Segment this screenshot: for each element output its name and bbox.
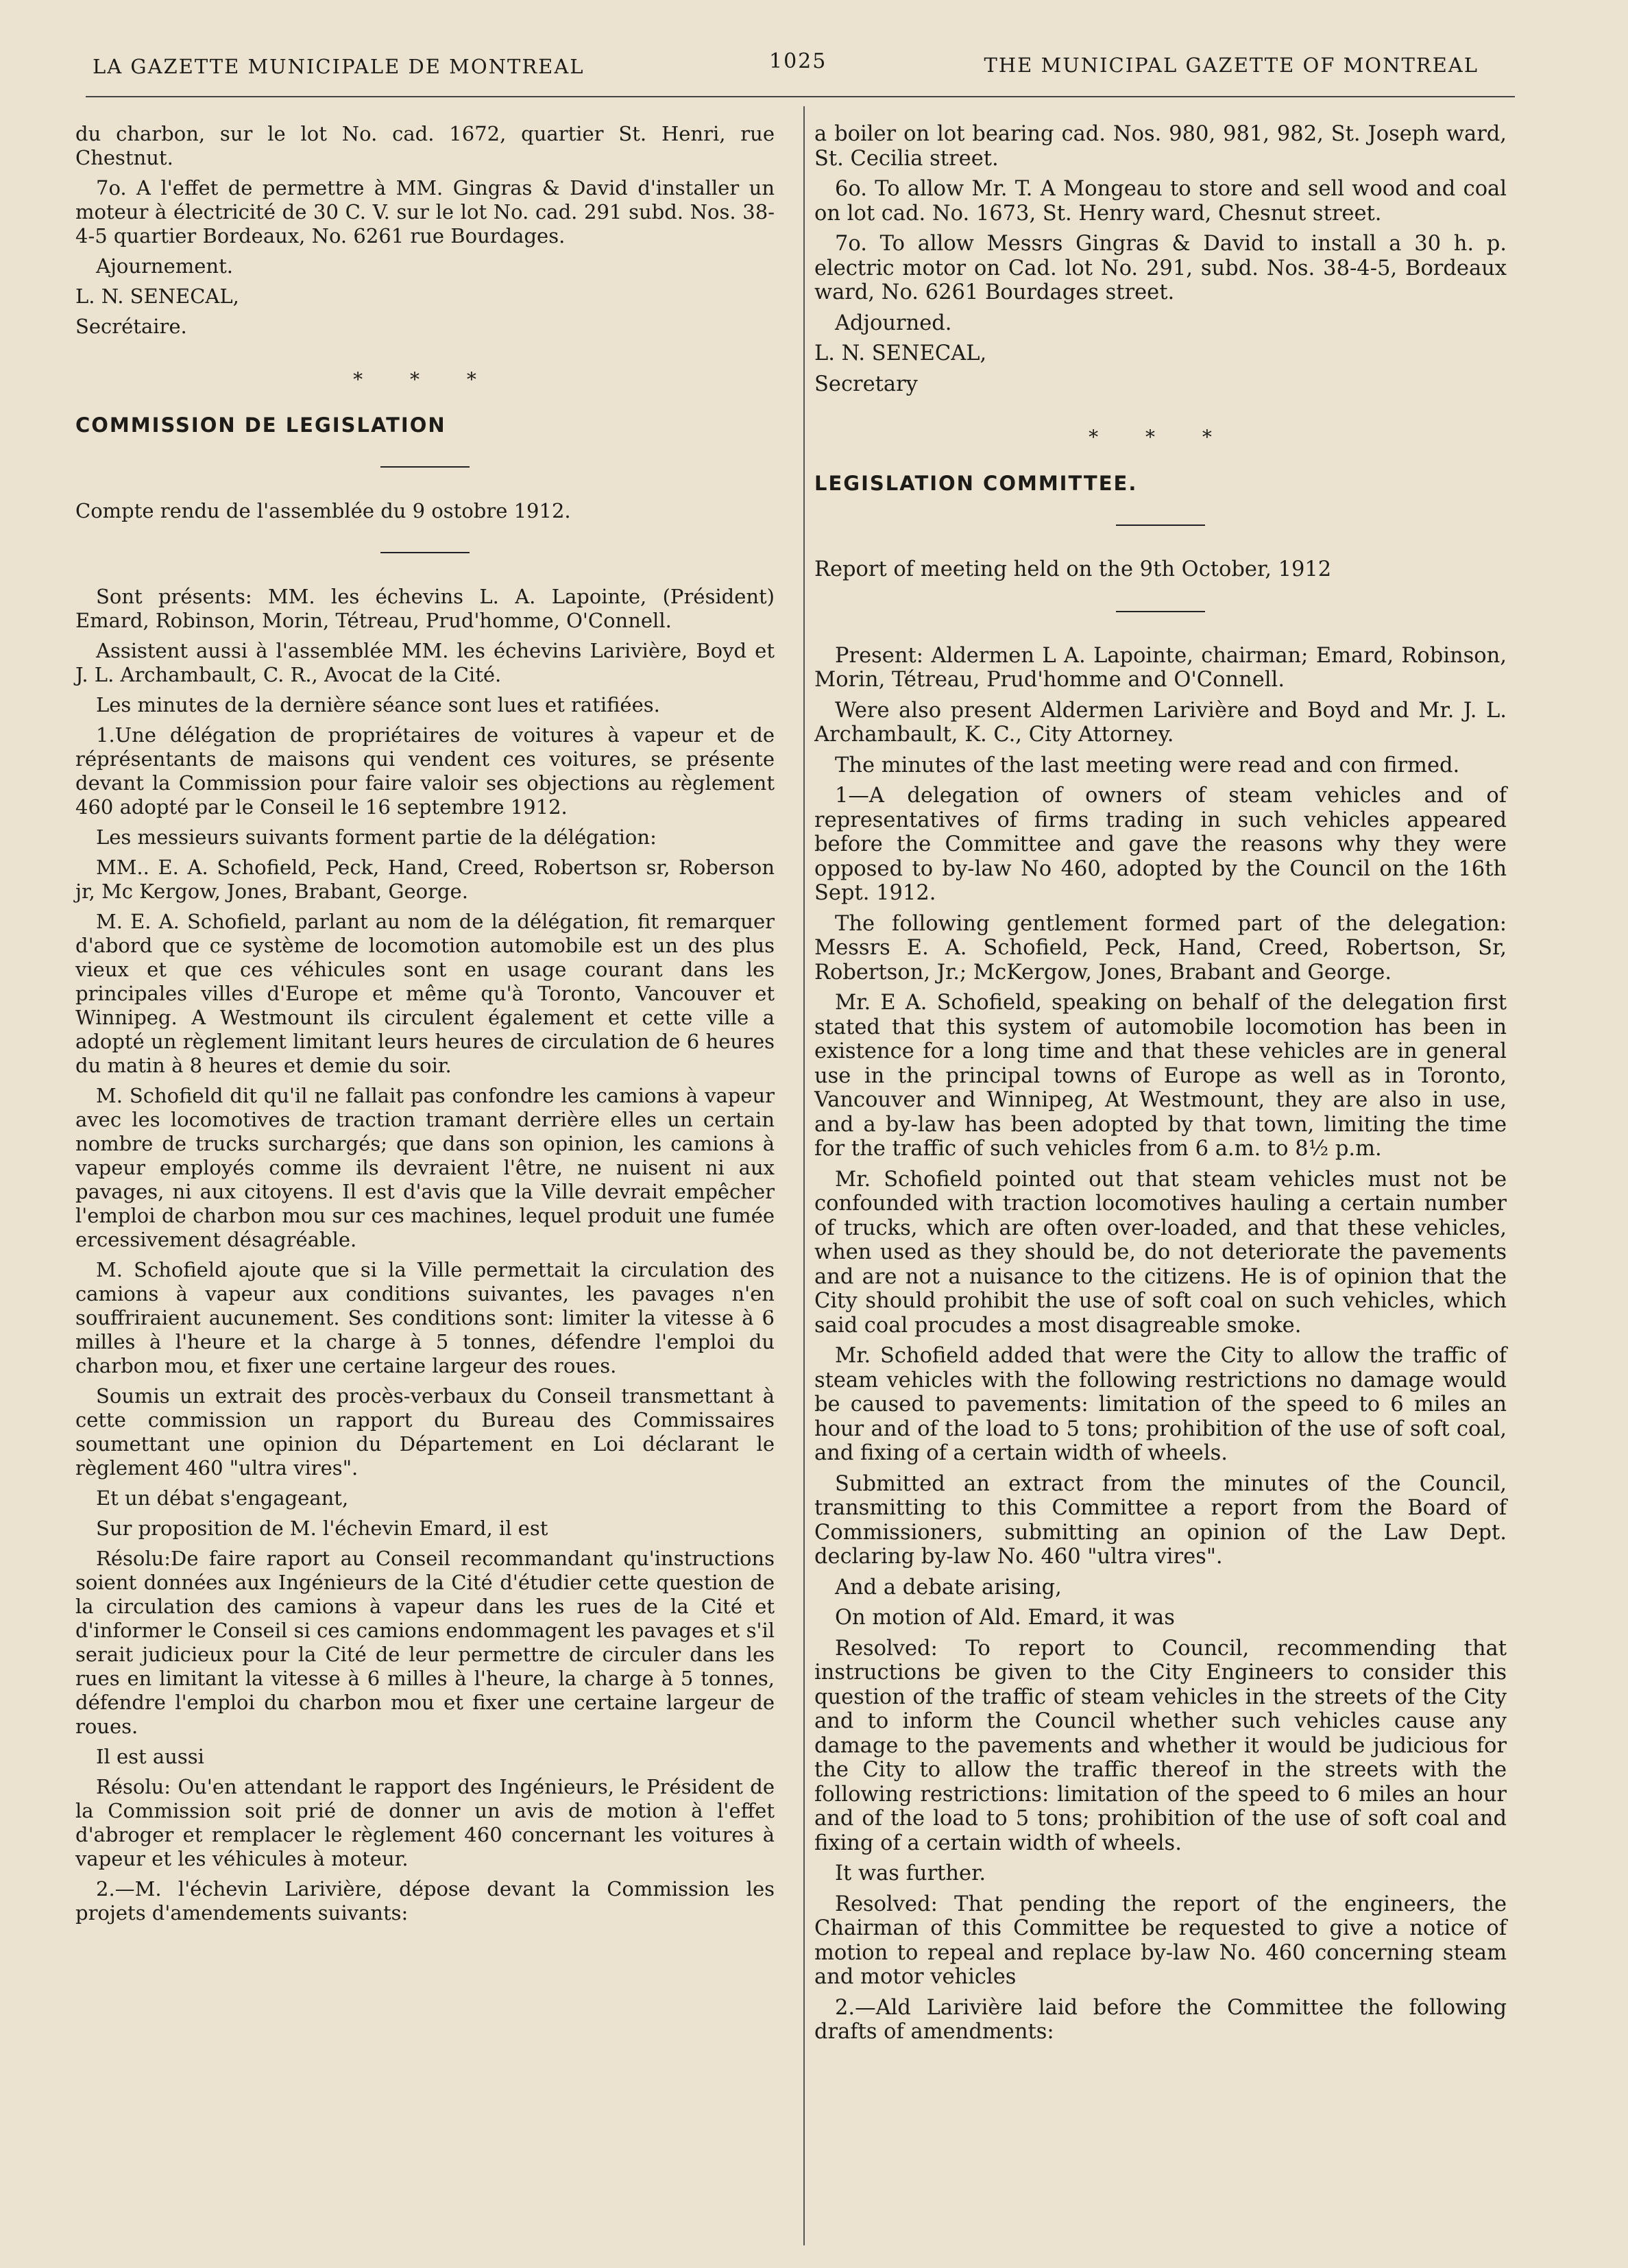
- header-rule: [86, 96, 1515, 97]
- body-paragraph: Resolved: To report to Council, recommending that instructions be given to the City Engineers to consider this question of the traffic of steam vehicles in the streets of the City and to inform the Council whether such vehicles cause any damage to the pavements and whether it would be judicious for the City to allow the traffic thereof in the streets with the following restrictions: limitation of the speed to 6 miles an hour and of the load to 5 tons; prohibition of the use of soft coal and fixing of a certain width of wheels.: [814, 1636, 1507, 1855]
- body-paragraph: M. E. A. Schofield, parlant au nom de la délégation, fit remarquer d'abord que ce système de locomotion automobile est un des plus vieux et que ces véhicules sont en usage courant dans les principales villes d'Europe et même qu'à Toronto, Vancouver et Winnipeg. A Westmount ils circulent également et cette ville a adopté un règlement limitant leurs heures de circulation de 6 heures du matin à 8 heures et demie du soir.: [75, 910, 775, 1077]
- intro-paragraph: Ajournement.: [96, 254, 233, 278]
- meeting-subtitle: Compte rendu de l'assemblée du 9 ostobre 1912.: [75, 499, 571, 522]
- body-paragraph: Il est aussi: [96, 1745, 204, 1768]
- section-separator-stars: * * *: [1089, 426, 1232, 448]
- body-paragraph: Mr. Schofield added that were the City to allow the traffic of steam vehicles with the following restrictions no damage would be caused to pavements: limitation of the speed to 6 miles an hour and of the load to 5 tons; prohibition of the use of soft coal, and fixing of a certain width of wheels.: [814, 1344, 1507, 1465]
- signature-title: Secretary: [814, 372, 918, 396]
- body-paragraph: Assistent aussi à l'assemblée MM. les échevins Larivière, Boyd et J. L. Archambault, C. R., Avocat de la Cité.: [75, 639, 775, 686]
- section-separator-stars: * * *: [353, 368, 497, 391]
- body-paragraph: Sur proposition de M. l'échevin Emard, il est: [96, 1517, 548, 1540]
- intro-paragraph: du charbon, sur le lot No. cad. 1672, quartier St. Henri, rue Chestnut.: [75, 122, 775, 169]
- body-paragraph: Mr. Schofield pointed out that steam vehicles must not be confounded with traction locomotives hauling a certain number of trucks, which are often over-loaded, and that these vehicles, when used as they should be, do not deteriorate the pavements and are not a nuisance to the citizens. He is of opinion that the City should prohibit the use of soft coal on such vehicles, which said coal procudes a most disagreable smoke.: [814, 1167, 1507, 1338]
- body-paragraph: Submitted an extract from the minutes of the Council, transmitting to this Committee a report from the Board of Commissioners, submitting an opinion of the Law Dept. declaring by-law No. 460 "ultra vires".: [814, 1471, 1507, 1569]
- running-header: [0, 48, 1628, 82]
- body-paragraph: The minutes of the last meeting were read and con firmed.: [835, 753, 1460, 777]
- meeting-subtitle: Report of meeting held on the 9th October, 1912: [814, 557, 1332, 581]
- body-paragraph: Résolu: Ou'en attendant le rapport des Ingénieurs, le Président de la Commission soit prié de donner un avis de motion à l'effet d'abroger et remplacer le règlement 460 concernant les voitures à vapeur et les véhicules à moteur.: [75, 1775, 775, 1870]
- body-paragraph: And a debate arising,: [835, 1575, 1062, 1600]
- column-divider: [803, 106, 805, 2245]
- body-paragraph: MM.. E. A. Schofield, Peck, Hand, Creed, Robertson sr, Roberson jr, Mc Kergow, Jones, Brabant, George.: [75, 856, 775, 903]
- body-paragraph: It was further.: [835, 1861, 986, 1885]
- body-paragraph: Sont présents: MM. les échevins L. A. Lapointe, (Président) Emard, Robinson, Morin, Tétreau, Prud'homme, O'Connell.: [75, 585, 775, 632]
- heading-rule: [380, 466, 470, 468]
- body-paragraph: Soumis un extrait des procès-verbaux du Conseil transmettant à cette commission un rapport du Bureau des Commissaires soumettant une opinion du Département en Loi déclarant le règlement 460 "ultra vires".: [75, 1384, 775, 1480]
- subtitle-rule: [1116, 611, 1205, 612]
- body-paragraph: Present: Aldermen L A. Lapointe, chairman; Emard, Robinson, Morin, Tétreau, Prud'homme and O'Connell.: [814, 643, 1507, 692]
- body-paragraph: Les messieurs suivants forment partie de la délégation:: [96, 825, 657, 849]
- body-paragraph: 1.Une délégation de propriétaires de voitures à vapeur et de réprésentants de maisons qui vendent ces voitures, se présente devant la Commission pour faire valoir ses objections au règlement 460 adopté par le Conseil le 16 septembre 1912.: [75, 723, 775, 819]
- signature-title: Secrétaire.: [75, 315, 187, 338]
- heading-rule: [1116, 524, 1205, 526]
- intro-paragraph: a boiler on lot bearing cad. Nos. 980, 981, 982, St. Joseph ward, St. Cecilia street.: [814, 122, 1507, 171]
- body-paragraph: On motion of Ald. Emard, it was: [835, 1606, 1175, 1630]
- header-title-french: LA GAZETTE MUNICIPALE DE MONTREAL: [93, 55, 585, 78]
- intro-paragraph: 7o. To allow Messrs Gingras & David to install a 30 h. p. electric motor on Cad. lot No. 291, subd. Nos. 38-4-5, Bordeaux ward, No. 6261 Bourdages street.: [814, 232, 1507, 304]
- section-heading: COMMISSION DE LEGISLATION: [75, 413, 446, 437]
- body-paragraph: Et un débat s'engageant,: [96, 1486, 349, 1510]
- body-paragraph: Were also present Aldermen Larivière and Boyd and Mr. J. L. Archambault, K. C., City Attorney.: [814, 698, 1507, 747]
- french-column: [75, 122, 775, 1931]
- body-paragraph: Les minutes de la dernière séance sont lues et ratifiées.: [96, 693, 660, 716]
- body-paragraph: Resolved: That pending the report of the engineers, the Chairman of this Committee be requested to give a notice of motion to repeal and replace by-law No. 460 concerning steam and motor vehicles: [814, 1892, 1507, 1989]
- signature-name: L. N. SENECAL,: [75, 285, 239, 308]
- body-paragraph: 1—A delegation of owners of steam vehicles and of representatives of firms trading in such vehicles appeared before the Committee and gave the reasons why they were opposed to by-law No 460, adopted by the Council on the 16th Sept. 1912.: [814, 784, 1507, 905]
- subtitle-rule: [380, 552, 470, 553]
- page-number: 1025: [769, 49, 827, 73]
- body-paragraph: M. Schofield ajoute que si la Ville permettait la circulation des camions à vapeur aux conditions suivantes, les pavages n'en souffriraient aucunement. Ses conditions sont: limiter la vitesse à 6 milles à l'heure et la charge à 5 tonnes, défendre l'emploi du charbon mou, et fixer une certaine largeur des roues.: [75, 1258, 775, 1377]
- signature-name: L. N. SENECAL,: [814, 341, 987, 365]
- header-title-english: THE MUNICIPAL GAZETTE OF MONTREAL: [984, 53, 1479, 77]
- english-column: [814, 122, 1507, 2051]
- intro-paragraph: 7o. A l'effet de permettre à MM. Gingras & David d'installer un moteur à électricité de 30 C. V. sur le lot No. cad. 291 subd. Nos. 38-4-5 quartier Bordeaux, No. 6261 rue Bourdages.: [75, 176, 775, 248]
- intro-paragraph: Adjourned.: [835, 311, 952, 335]
- body-paragraph: Résolu:De faire raport au Conseil recommandant qu'instructions soient données aux Ingénieurs de la Cité d'étudier cette question de la circulation des camions à vapeur dans les rues de la Cité et d'informer le Conseil si ces camions endommagent les pavages et s'il serait judicieux pour la Cité de leur permettre de circuler dans les rues en limitant la vitesse à 6 milles à l'heure, la charge à 5 tonnes, défendre l'emploi du charbon mou et fixer une certaine largeur de roues.: [75, 1547, 775, 1738]
- body-paragraph: 2.—Ald Larivière laid before the Committee the following drafts of amendments:: [814, 1995, 1507, 2044]
- body-paragraph: 2.—M. l'échevin Larivière, dépose devant la Commission les projets d'amendements suivants:: [75, 1877, 775, 1925]
- section-heading: LEGISLATION COMMITTEE.: [814, 471, 1138, 495]
- intro-paragraph: 6o. To allow Mr. T. A Mongeau to store and sell wood and coal on lot cad. No. 1673, St. Henry ward, Chesnut street.: [814, 177, 1507, 226]
- body-paragraph: The following gentlement formed part of the delegation: Messrs E. A. Schofield, Peck, Hand, Creed, Robertson, Sr, Robertson, Jr.; McKergow, Jones, Brabant and George.: [814, 911, 1507, 985]
- body-paragraph: M. Schofield dit qu'il ne fallait pas confondre les camions à vapeur avec les locomotives de traction tramant derrière elles un certain nombre de trucks surchargés; que dans son opinion, les camions à vapeur employés comme ils devraient l'être, ne nuisent ni aux pavages, ni aux citoyens. Il est d'avis que la Ville devrait empêcher l'emploi de charbon mou sur ces machines, lequel produit une fumée ercessivement désagréable.: [75, 1084, 775, 1251]
- body-paragraph: Mr. E A. Schofield, speaking on behalf of the delegation first stated that this system of automobile locomotion has been in existence for a long time and that these vehicles are in general use in the principal towns of Europe as well as in Toronto, Vancouver and Winnipeg, At Westmount, they are also in use, and a by-law has been adopted by that town, limiting the time for the traffic of such vehicles from 6 a.m. to 8½ p.m.: [814, 991, 1507, 1161]
